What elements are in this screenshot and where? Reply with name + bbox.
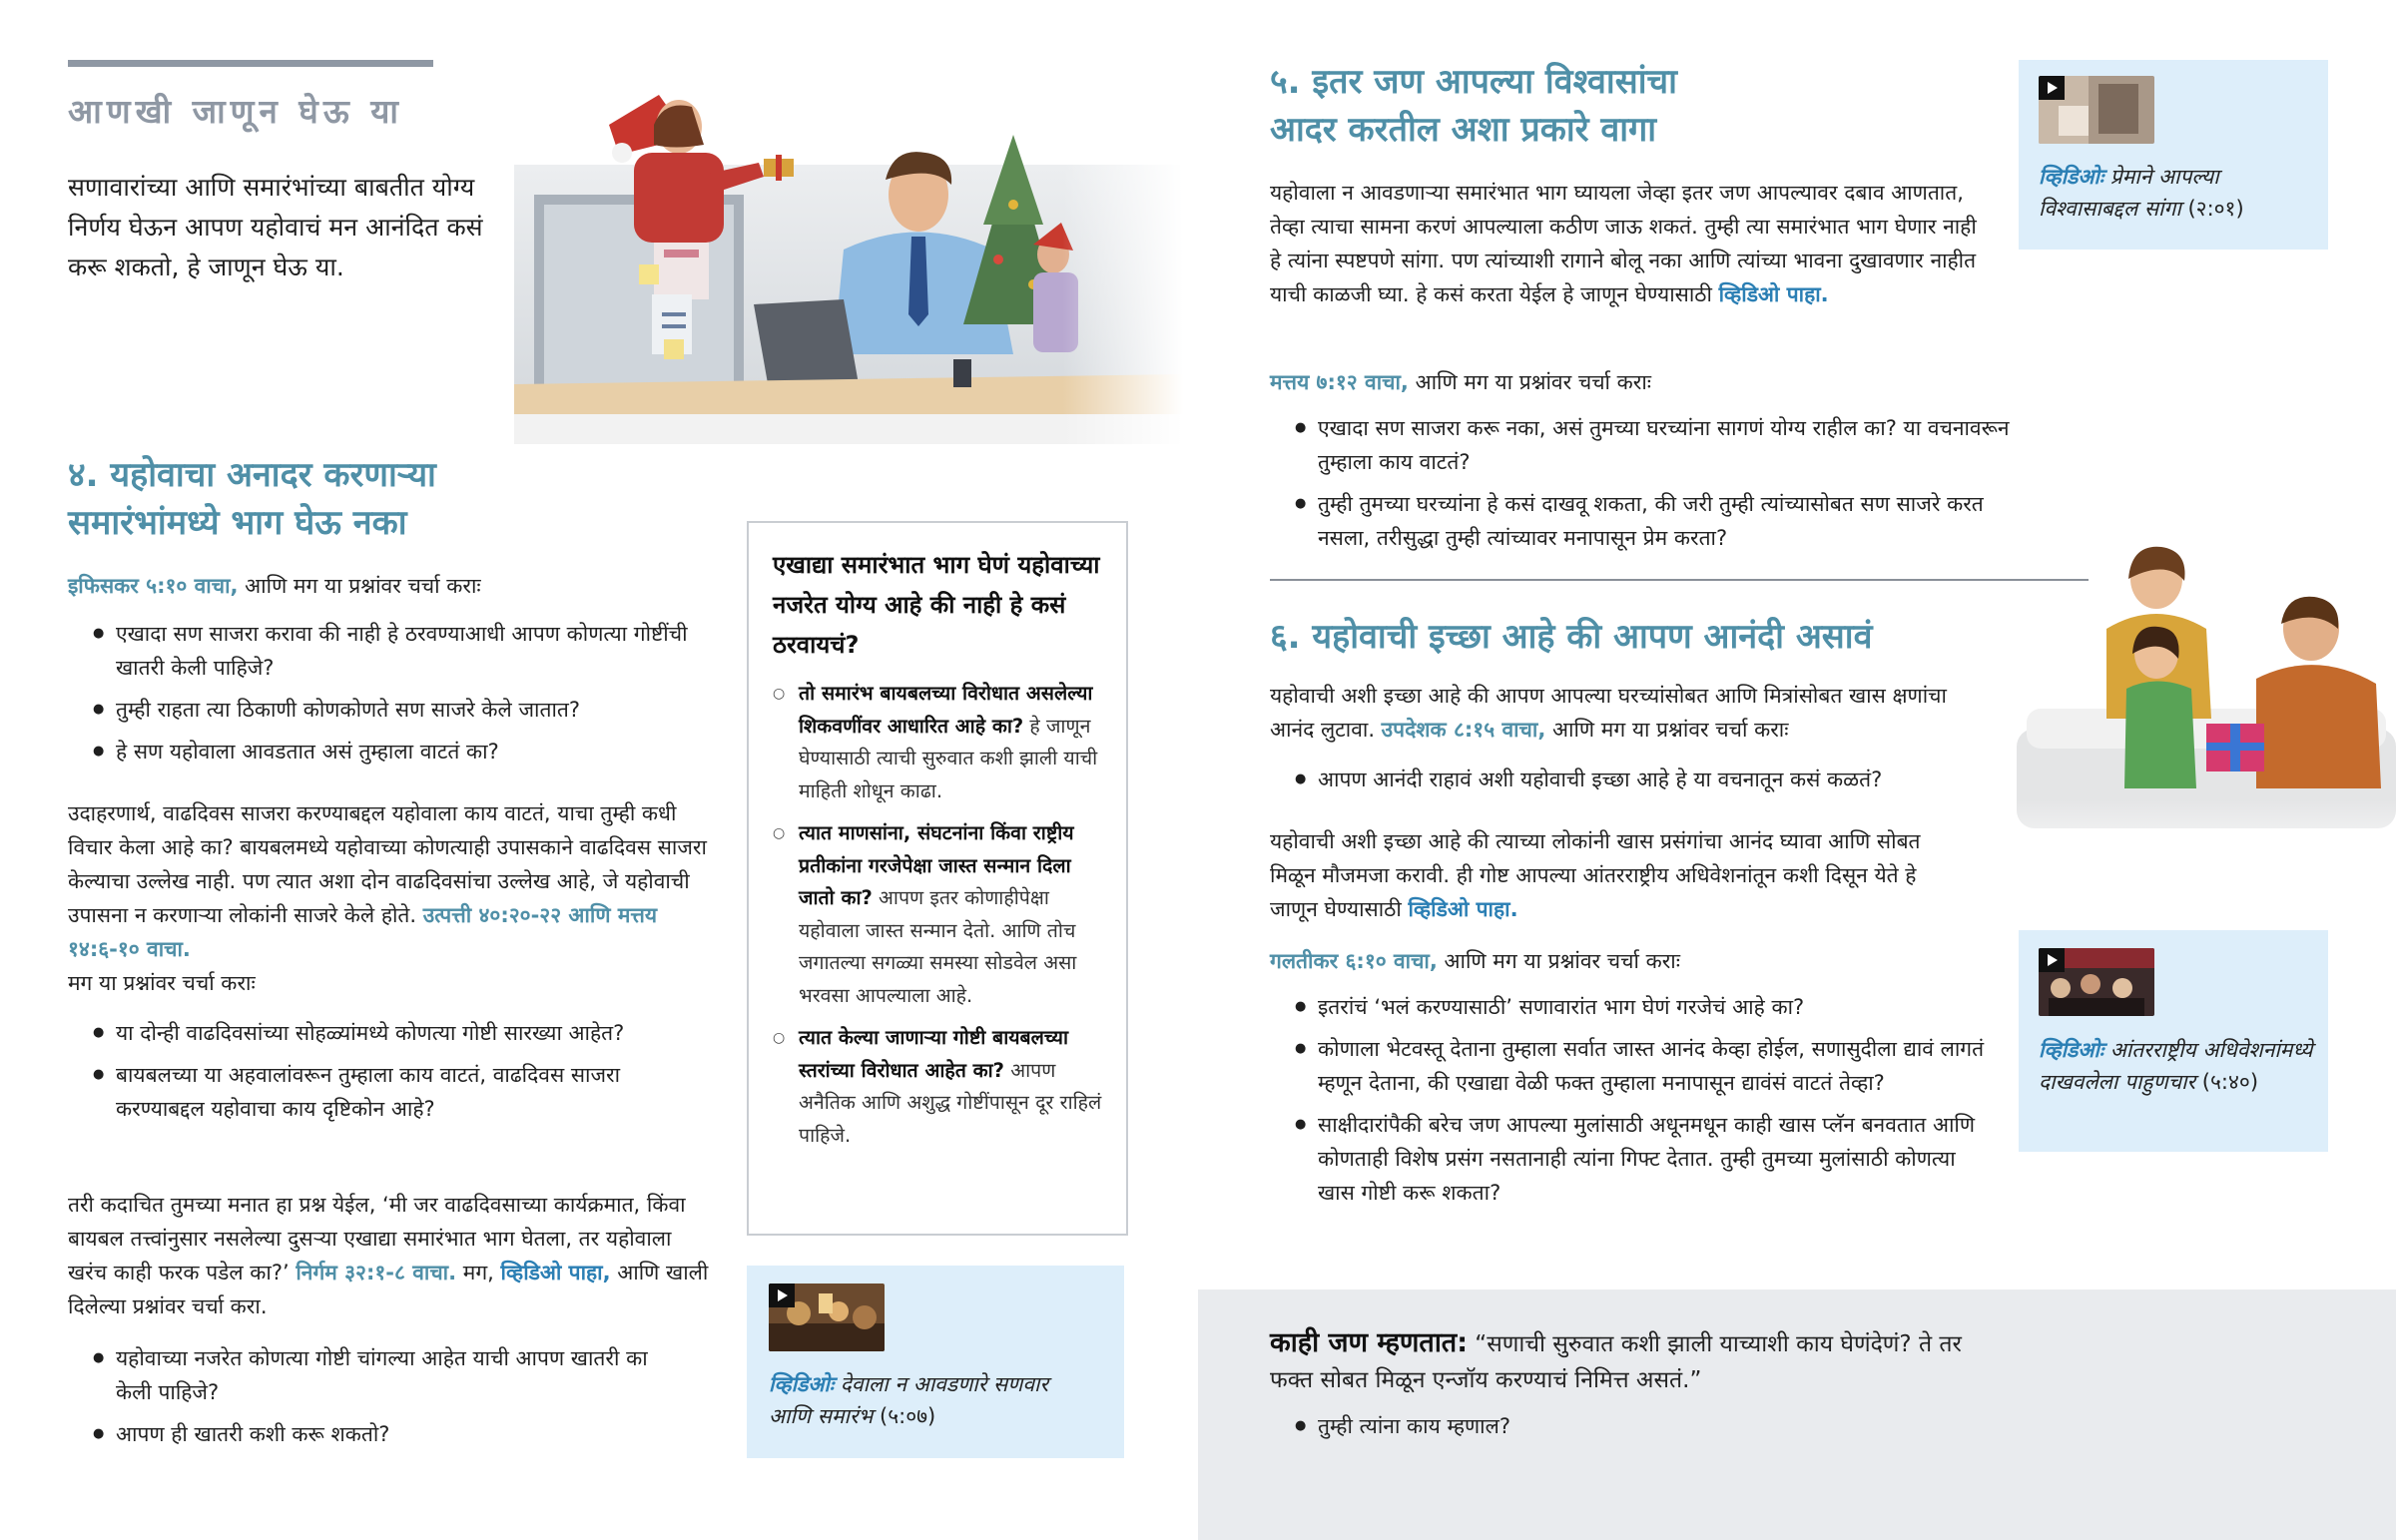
- family-gift-illustration: [2017, 519, 2396, 878]
- intro-text: सणावारांच्या आणि समारंभांच्या बाबतीत योग्य निर्णय घेऊन आपण यहोवाचं मन आनंदित कसं करू शकतो, हे जाणून घेऊ या.: [68, 173, 483, 281]
- exodus-paragraph-mid: मग,: [456, 1261, 501, 1284]
- section-6-paragraph-2: [1270, 824, 1969, 926]
- decide-item: [769, 678, 1108, 807]
- question-item: ● तुम्ही राहता त्या ठिकाणी कोणकोणते सण साजरे केले जातात?: [68, 693, 707, 727]
- how-to-decide-title: एखाद्या समारंभात भाग घेणं यहोवाच्या नजरेत योग्य आहे की नाही हे कसं ठरवायचं?: [773, 551, 1100, 659]
- question-item: ● तुम्ही त्यांना काय म्हणाल?: [1270, 1409, 1989, 1443]
- how-to-decide-box: [747, 521, 1128, 1236]
- section-4-heading-line2: समारंभांमध्ये भाग घेऊ नका: [68, 503, 407, 543]
- video-caption: [2039, 1034, 2318, 1098]
- matthew-reference-link[interactable]: मत्तय ७:१२ वाचा,: [1270, 370, 1409, 394]
- section-5-heading-line2: आदर करतील अशा प्रकारे वागा: [1270, 110, 1657, 150]
- decide-item-text: हे जाणून घेण्यासाठी त्याची सुरुवात कशी झाली याची माहिती शोधून काढा.: [799, 714, 1098, 802]
- section-4-questions-2: [68, 1016, 687, 1134]
- watch-video-link[interactable]: व्हिडिओ पाहा.: [1718, 282, 1829, 306]
- video-label[interactable]: व्हिडिओः: [769, 1372, 835, 1396]
- video-duration: (५:०७): [880, 1404, 936, 1428]
- section-6-paragraph-2-text: यहोवाची अशी इच्छा आहे की त्याच्या लोकांनी खास प्रसंगांचा आनंद घ्यावा आणि सोबत मिळून मौजमजा करावी. ही गोष्ट आपल्या आंतरराष्ट्रीय अधिवेशनांतून कशी दिसून येते हे जाणून घेण्यासाठी: [1270, 829, 1921, 921]
- decide-item-question: त्यात केल्या जाणाऱ्या गोष्टी बायबलच्या स्तरांच्या विरोधात आहेत का?: [799, 1026, 1068, 1082]
- section-4-heading: [68, 451, 436, 547]
- birthday-paragraph: [68, 796, 717, 1000]
- office-illustration: [514, 55, 1183, 444]
- question-item: ● यहोवाच्या नजरेत कोणत्या गोष्टी चांगल्या आहेत याची आपण खातरी का केली पाहिजे?: [68, 1341, 687, 1409]
- video-duration: (२:०१): [2187, 197, 2244, 221]
- question-item: ● एखादा सण साजरा करावा की नाही हे ठरवण्याआधी आपण कोणत्या गोष्टींची खातरी केली पाहिजे?: [68, 617, 707, 685]
- section-5-paragraph-text: यहोवाला न आवडणाऱ्या समारंभात भाग घ्यायला जेव्हा इतर जण आपल्यावर दबाव आणतात, तेव्हा त्याचा सामना करणं आपल्याला कठीण जाऊ शकतं. तुम्ही त्या समारंभात भाग घेणार नाही हे त्यांना स्पष्टपणे सांगा. पण त्यांच्याशी रागाने बोलू नका आणि त्यांच्या भावना दुखावणार नाहीत याची काळजी घ्या. हे कसं करता येईल हे जाणून घेण्यासाठी: [1270, 181, 1977, 306]
- section-6-paragraph-1: [1270, 679, 1989, 747]
- question-item: ● या दोन्ही वाढदिवसांच्या सोहळ्यांमध्ये कोणत्या गोष्टी सारख्या आहेत?: [68, 1016, 687, 1050]
- question-item: ● इतरांचं ‘भलं करण्यासाठी’ सणावारांत भाग घेणं गरजेचं आहे का?: [1270, 990, 1989, 1024]
- question-item: ● साक्षीदारांपैकी बरेच जण आपल्या मुलांसाठी अधूनमधून काही खास प्लॅन बनवतात आणि कोणताही विशेष प्रसंग नसतानाही त्यांना गिफ्ट देतात. तुम्ही तुमच्या मुलांसाठी कोणत्या खास गोष्टी करू शकता?: [1270, 1108, 1989, 1210]
- some-say-quote: “सणाची सुरुवात कशी झाली याच्याशी काय घेणंदेणं? ते तर फक्त सोबत मिळून एन्जॉय करण्याचं निमित्त असतं.”: [1270, 1331, 1962, 1393]
- video-card-share-beliefs[interactable]: [2019, 60, 2328, 250]
- video-card-convention-hospitality[interactable]: [2019, 930, 2328, 1152]
- question-item: ● तुम्ही तुमच्या घरच्यांना हे कसं दाखवू शकता, की जरी तुम्ही त्यांच्यासोबत सण साजरे करत नसला, तरीसुद्धा तुम्ही त्यांच्यावर मनापासून प्रेम करता?: [1270, 487, 2019, 555]
- birthday-paragraph-text: उदाहरणार्थ, वाढदिवस साजरा करण्याबद्दल यहोवाला काय वाटतं, याचा तुम्ही कधी विचार केला आहे का? बायबलमध्ये यहोवाच्या कोणत्याही उपासकाने वाढदिवस साजरा केल्याचा उल्लेख नाही. पण त्यात अशा दोन वाढदिवसांचा उल्लेख आहे, जे यहोवाची उपासना न करणाऱ्या लोकांनी साजरे केले होते.: [68, 801, 707, 927]
- section-6-reading-prompt: [1270, 944, 1969, 978]
- reading-prompt-text: आणि मग या प्रश्नांवर चर्चा कराः: [1545, 718, 1789, 742]
- section-5-paragraph: [1270, 176, 1989, 311]
- section-6-heading: ६. यहोवाची इच्छा आहे की आपण आनंदी असावं: [1270, 617, 1873, 657]
- exodus-paragraph-end: आणि खाली दिलेल्या प्रश्नांवर चर्चा करा.: [68, 1261, 709, 1318]
- reading-prompt-text: आणि मग या प्रश्नांवर चर्चा कराः: [1437, 949, 1680, 973]
- genesis-matthew-reference-link[interactable]: उत्पत्ती ४०:२०-२२ आणि मत्तय १४:६-१० वाचा.: [68, 903, 658, 961]
- section-6-questions-1: [1270, 763, 2009, 804]
- question-item: ● हे सण यहोवाला आवडतात असं तुम्हाला वाटतं का?: [68, 735, 707, 769]
- question-item: ● एखादा सण साजरा करू नका, असं तुमच्या घरच्यांना सागणं योग्य राहील का? या वचनावरून तुम्हाला काय वाटतं?: [1270, 411, 2019, 479]
- play-icon[interactable]: [2039, 76, 2065, 100]
- video-title: आंतरराष्ट्रीय अधिवेशनांमध्ये दाखवलेला पाहुणचार: [2039, 1038, 2313, 1094]
- watch-video-link[interactable]: व्हिडिओ पाहा.: [1408, 897, 1518, 921]
- exodus-paragraph: [68, 1188, 717, 1323]
- decide-item-question: तो समारंभ बायबलच्या विरोधात असलेल्या शिकवणींवर आधारित आहे का?: [799, 682, 1093, 738]
- some-say-text: [1270, 1325, 1989, 1398]
- video-thumbnail[interactable]: [2039, 948, 2154, 1016]
- decide-item-text: आपण इतर कोणाहीपेक्षा यहोवाला जास्त सन्मान देतो. आणि तोच जगातल्या सगळ्या समस्या सोडवेल असा भरवसा आपल्याला आहे.: [799, 886, 1077, 1007]
- ephesians-reference-link[interactable]: इफिसकर ५:१० वाचा,: [68, 574, 239, 598]
- section-6-questions-2: [1270, 990, 1989, 1218]
- video-card-holidays[interactable]: [747, 1266, 1124, 1458]
- video-label[interactable]: व्हिडिओः: [2039, 165, 2104, 189]
- how-to-decide-list: [769, 678, 1108, 1162]
- play-icon[interactable]: [2039, 948, 2065, 972]
- video-title: प्रेमाने आपल्या विश्वासाबद्दल सांगा: [2039, 165, 2219, 221]
- section-6-paragraph-1-text: यहोवाची अशी इच्छा आहे की आपण आपल्या घरच्यांसोबत आणि मित्रांसोबत खास क्षणांचा आनंद लुटावा.: [1270, 684, 1947, 742]
- question-item: ● आपण ही खातरी कशी करू शकतो?: [68, 1417, 687, 1451]
- section-4-questions-3: [68, 1341, 687, 1459]
- section-5-reading-prompt: [1270, 365, 1989, 399]
- decide-item-question: त्यात माणसांना, संघटनांना किंवा राष्ट्रीय प्रतीकांना गरजेपेक्षा जास्त सन्मान दिला जातो का?: [799, 821, 1074, 909]
- birthday-paragraph-end: मग या प्रश्नांवर चर्चा कराः: [68, 971, 256, 995]
- some-say-questions: [1270, 1409, 1989, 1451]
- section-4-reading-prompt: [68, 569, 727, 603]
- section-divider: [1270, 579, 2089, 581]
- play-icon[interactable]: [769, 1283, 795, 1307]
- decide-item: [769, 817, 1108, 1012]
- intro-title: आणखी जाणून घेऊ या: [68, 92, 403, 131]
- some-say-panel: [1198, 1289, 2396, 1540]
- header-rule: [68, 60, 433, 67]
- section-5-heading-line1: ५. इतर जण आपल्या विश्वासांचा: [1270, 62, 1677, 102]
- video-title: देवाला न आवडणारे सणवार आणि समारंभ: [769, 1372, 1049, 1428]
- video-caption: [2039, 161, 2318, 225]
- reading-prompt-text: आणि मग या प्रश्नांवर चर्चा कराः: [1408, 370, 1652, 394]
- video-thumbnail[interactable]: [769, 1283, 885, 1351]
- galatians-reference-link[interactable]: गलतीकर ६:१० वाचा,: [1270, 949, 1438, 973]
- section-4-questions-1: [68, 617, 707, 776]
- video-thumbnail[interactable]: [2039, 76, 2154, 144]
- section-5-heading: [1270, 58, 1677, 154]
- question-item: ● कोणाला भेटवस्तू देताना तुम्हाला सर्वात जास्त आनंद केव्हा होईल, सणासुदीला द्यावं लागतं म्हणून देताना, की एखाद्या वेळी फक्त तुम्हाला मनापासून द्यावंसं वाटतं तेव्हा?: [1270, 1032, 1989, 1100]
- exodus-reference-link[interactable]: निर्गम ३२:१-८ वाचा.: [296, 1261, 457, 1284]
- exodus-paragraph-text: तरी कदाचित तुमच्या मनात हा प्रश्न येईल, ‘मी जर वाढदिवसाच्या कार्यक्रमात, किंवा बायबल तत्त्वांनुसार नसलेल्या दुसऱ्या एखाद्या समारंभात भाग घेतला, तर यहोवाला खरंच काही फरक पडेल का?’: [68, 1193, 686, 1284]
- reading-prompt-text: आणि मग या प्रश्नांवर चर्चा कराः: [238, 574, 481, 598]
- section-4-heading-line1: ४. यहोवाचा अनादर करणाऱ्या: [68, 455, 436, 495]
- question-item: ● आपण आनंदी राहावं अशी यहोवाची इच्छा आहे हे या वचनातून कसं कळतं?: [1270, 763, 2009, 796]
- video-duration: (५:४०): [2201, 1070, 2259, 1094]
- section-5-questions: [1270, 411, 2019, 563]
- decide-item-text: आपण अनैतिक आणि अशुद्ध गोष्टींपासून दूर राहिलं पाहिजे.: [799, 1058, 1102, 1147]
- decide-item: [769, 1022, 1108, 1152]
- question-item: ● बायबलच्या या अहवालांवरून तुम्हाला काय वाटतं, वाढदिवस साजरा करण्याबद्दल यहोवाचा काय दृष्टिकोन आहे?: [68, 1058, 687, 1126]
- watch-video-link[interactable]: व्हिडिओ पाहा,: [500, 1261, 611, 1284]
- ecclesiastes-reference-link[interactable]: उपदेशक ८:१५ वाचा,: [1381, 718, 1546, 742]
- video-label[interactable]: व्हिडिओः: [2039, 1038, 2104, 1062]
- some-say-label: काही जण म्हणतात:: [1270, 1327, 1468, 1358]
- video-caption: [769, 1368, 1088, 1432]
